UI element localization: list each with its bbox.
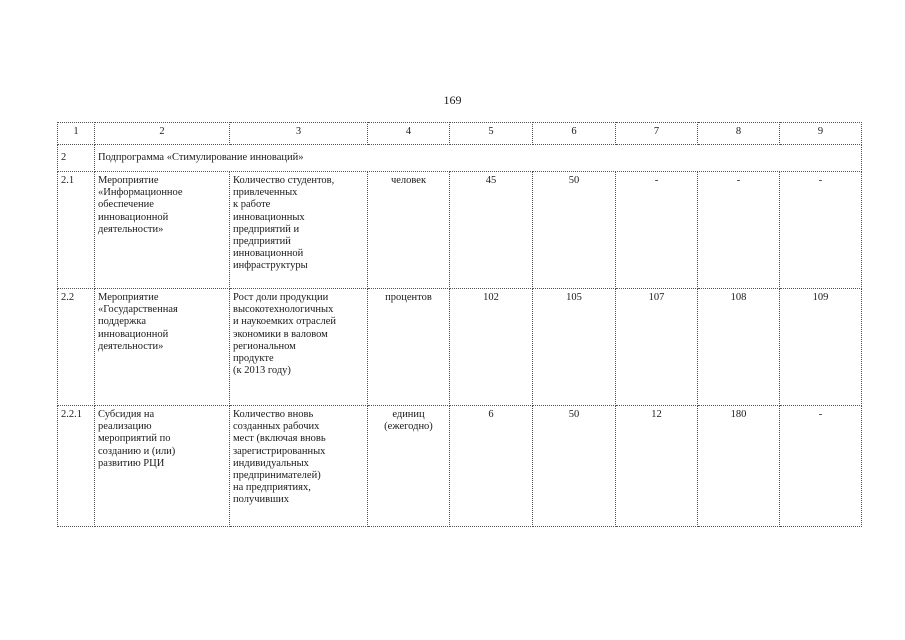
value-cell: - (780, 406, 862, 527)
value-cell: 108 (698, 289, 780, 406)
column-number: 9 (780, 123, 862, 145)
value-cell: 50 (533, 172, 616, 289)
subprogram-title: Подпрограмма «Стимулирование инноваций» (95, 145, 862, 172)
column-number: 5 (450, 123, 533, 145)
value-cell: - (616, 172, 698, 289)
row-number: 2.2.1 (58, 406, 95, 527)
activity-name: Субсидия на реализацию мероприятий по созданию и (или) развитию РЦИ (95, 406, 230, 527)
value-cell: 109 (780, 289, 862, 406)
column-number: 7 (616, 123, 698, 145)
column-number-row (58, 123, 862, 145)
column-number: 2 (95, 123, 230, 145)
column-number: 8 (698, 123, 780, 145)
value-cell: 45 (450, 172, 533, 289)
table-row (58, 289, 862, 406)
column-number: 6 (533, 123, 616, 145)
column-number: 3 (230, 123, 368, 145)
subprogram-number: 2 (58, 145, 95, 172)
value-cell: 6 (450, 406, 533, 527)
unit-of-measure: человек (368, 172, 450, 289)
indicator-name: Количество вновь созданных рабочих мест (включая вновь зарегистрированных индивидуальных предпринимателей) на предприятиях, получивших (230, 406, 368, 527)
indicator-name: Количество студентов, привлеченных к работе инновационных предприятий и предприятий инновационной инфраструктуры (230, 172, 368, 289)
table-row (58, 406, 862, 527)
value-cell: 105 (533, 289, 616, 406)
unit-of-measure: процентов (368, 289, 450, 406)
row-number: 2.2 (58, 289, 95, 406)
activity-name: Мероприятие «Информационное обеспечение инновационной деятельности» (95, 172, 230, 289)
value-cell: - (780, 172, 862, 289)
row-number: 2.1 (58, 172, 95, 289)
column-number: 1 (58, 123, 95, 145)
table-row (58, 172, 862, 289)
column-number: 4 (368, 123, 450, 145)
value-cell: 180 (698, 406, 780, 527)
unit-of-measure: единиц (ежегодно) (368, 406, 450, 527)
value-cell: - (698, 172, 780, 289)
subprogram-row (58, 145, 862, 172)
value-cell: 107 (616, 289, 698, 406)
indicator-name: Рост доли продукции высокотехнологичных и наукоемких отраслей экономики в валовом региональном продукте (к 2013 году) (230, 289, 368, 406)
value-cell: 102 (450, 289, 533, 406)
program-indicators-table (57, 122, 862, 527)
value-cell: 50 (533, 406, 616, 527)
activity-name: Мероприятие «Государственная поддержка инновационной деятельности» (95, 289, 230, 406)
value-cell: 12 (616, 406, 698, 527)
page-number: 169 (443, 93, 462, 107)
